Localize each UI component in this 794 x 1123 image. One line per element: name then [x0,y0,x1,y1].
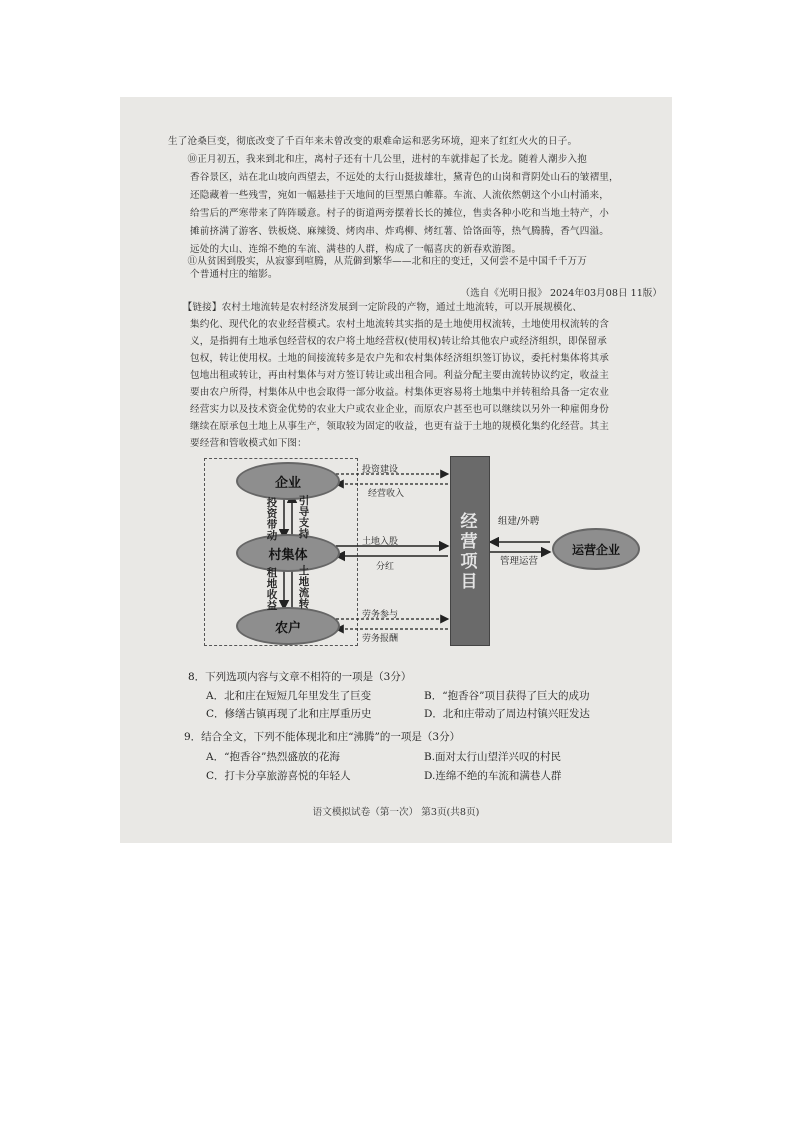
question-9-option-b: B.面对太行山望洋兴叹的村民 [424,751,562,763]
question-9-option-d: D.连绵不绝的车流和满巷人群 [424,770,562,782]
question-9-stem: 9．结合全文，下列不能体现北和庄“沸腾”的一项是（3分） [184,731,461,743]
question-8-option-d: D．北和庄带动了周边村镇兴旺发达 [424,708,590,720]
label-guide-support: 引 导 支 持 [298,495,310,540]
label-invest-build: 投资建设 [362,465,399,475]
passage-line: 给雪后的严寒带来了阵阵暖意。村子的街道两旁摆着长长的摊位，售卖各种小吃和当地土特产，小 [190,208,609,219]
passage-line: ⑪从贫困到殷实，从寂寥到喧腾，从荒僻到繁华——北和庄的变迁，又何尝不是中国千千万万 [168,256,587,267]
link-line: 集约化、现代化的农业经营模式。农村土地流转其实指的是土地使用权流转，土地使用权流转的含 [190,319,609,330]
node-enterprise-label: 企业 [274,475,301,491]
label-land-share: 土地入股 [362,537,399,547]
land-transfer-diagram [200,456,640,646]
page-footer: 语文模拟试卷（第一次） 第3页(共8页) [312,807,480,818]
link-line: 经营实力以及技术资金优势的农业大户或农业企业，而原农户甚至也可以继续以另外一种雇佣身份 [190,404,609,415]
question-8-option-a: A．北和庄在短短几年里发生了巨变 [206,690,372,702]
label-operating-income: 经营收入 [368,489,405,499]
label-manage-operate: 管理运营 [500,556,539,567]
label-dividend: 分红 [376,562,395,572]
passage-line: 还隐藏着一些残雪，宛如一幅悬挂于天地间的巨型黑白帷幕。车流、人流依然朝这个小山村涌来， [190,190,609,201]
node-village-label: 村集体 [268,547,308,563]
question-8-option-c: C．修缮古镇再现了北和庄厚重历史 [206,708,372,720]
link-line: 要由农户所得，村集体从中也会取得一部分收益。村集体更容易将土地集中并转租给具备一定农业 [190,387,609,398]
label-labor-pay: 劳务报酬 [362,634,399,644]
node-village-collective [236,534,340,572]
link-line: 包权，转让使用权。土地的间接流转多是农户先和农村集体经济组织签订协议，委托村集体将其承 [190,353,609,364]
label-labor-participation: 劳务参与 [362,610,399,620]
passage-line: 摊前挤满了游客、铁板烧、麻辣烫、烤肉串、炸鸡柳、烤红薯、饸饹面等，热气腾腾，香气四溢。 [190,226,609,237]
passage-line: ⑩正月初五，我来到北和庄，离村子还有十几公里，进村的车就排起了长龙。随着人潮步入抱 [168,154,587,165]
passage-line: 远处的大山、连绵不绝的车流、满巷的人群，构成了一幅喜庆的新春欢游图。 [190,244,522,255]
link-line: 继续在原承包土地上从事生产，领取较为固定的收益，也更有益于土地的规模化集约化经营。其主 [190,421,609,432]
exam-page [120,97,672,843]
node-operator [552,528,640,570]
label-rent-income: 租 地 收 益 [266,567,278,612]
label-invest-drive: 投 资 带 动 [266,497,278,542]
question-9-option-c: C．打卡分享旅游喜悦的年轻人 [206,770,351,782]
link-line: 【链接】农村土地流转是农村经济发展到一定阶段的产物，通过土地流转，可以开展规模化、 [168,302,583,313]
label-land-transfer: 土 地 流 转 [298,565,310,610]
node-enterprise [236,462,340,500]
project-label: 经 营 项 目 [460,512,478,592]
node-farmer [236,607,340,645]
label-build-hire: 组建/外聘 [498,516,540,527]
passage-line: 个普通村庄的缩影。 [190,269,278,280]
source-citation: （选自《光明日报》 2024年03月08日 11版） [460,288,662,299]
node-farmer-label: 农户 [274,620,301,636]
link-line: 义，是指拥有土地承包经营权的农户将土地经营权(使用权)转让给其他农户或经济组织，即保留承 [190,336,608,347]
question-8-stem: 8．下列选项内容与文章不相符的一项是（3分） [188,671,412,683]
link-line: 要经营和管收模式如下图： [190,438,307,449]
passage-line: 香谷景区，站在北山坡向西望去，不远处的太行山挺拔雄壮，黛青色的山岗和背阴处山石的皱褶里， [190,172,619,183]
question-9-option-a: A．“抱香谷”热烈盛放的花海 [206,751,340,763]
link-line: 包地出租或转让，再由村集体与对方签订转让或出租合同。利益分配主要由流转协议约定，收益主 [190,370,609,381]
passage-line: 生了沧桑巨变，彻底改变了千百年来未曾改变的艰难命运和恶劣环境，迎来了红红火火的日子。 [168,136,578,147]
question-8-option-b: B．“抱香谷”项目获得了巨大的成功 [424,690,590,702]
node-operator-label: 运营企业 [571,542,620,557]
